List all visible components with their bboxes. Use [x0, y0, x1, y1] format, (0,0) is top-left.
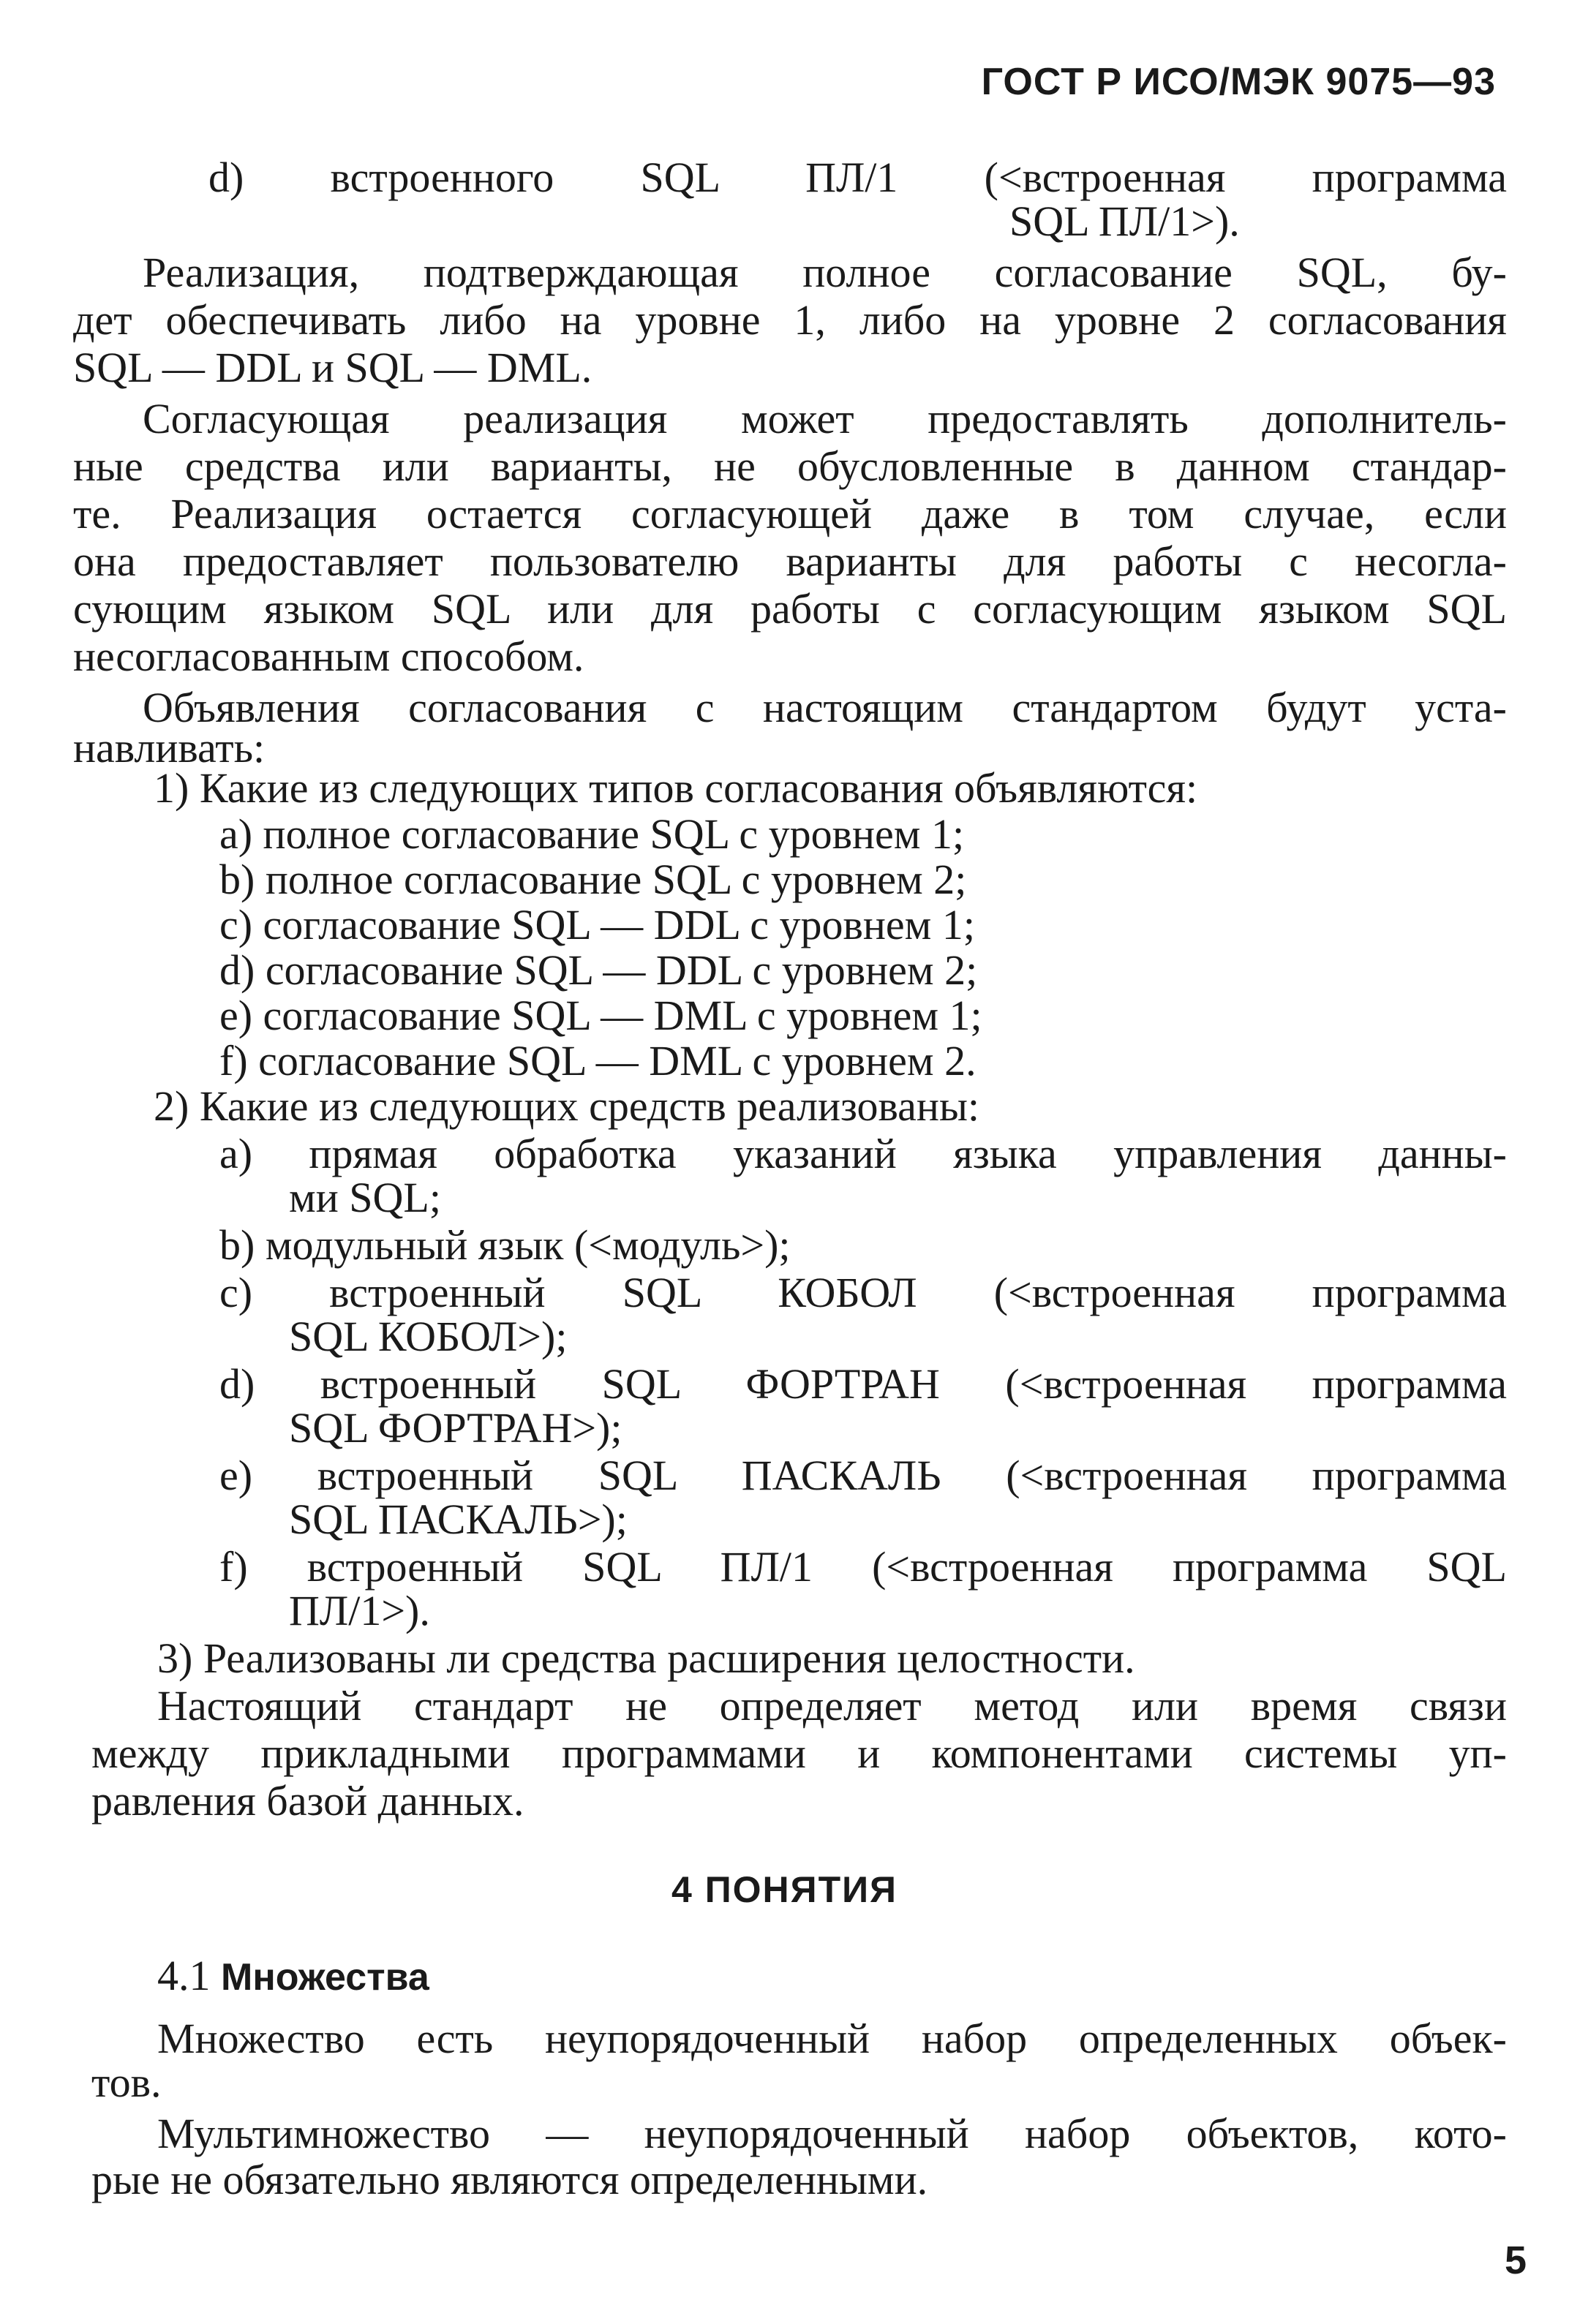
list2-item-b: b) модульный язык (<модуль>); — [219, 1221, 791, 1269]
para2-line2: ные средства или варианты, не обусловленные в данном стандар- — [73, 442, 1507, 490]
list2-item-d: d) встроенный SQL ФОРТРАН (<встроенная программа — [219, 1360, 1507, 1408]
page-number: 5 — [1504, 2238, 1527, 2282]
list1-item-b: b) полное согласование SQL с уровнем 2; — [219, 856, 967, 903]
subsection-number: 4.1 — [157, 1952, 211, 1999]
standard-header: ГОСТ Р ИСО/МЭК 9075—93 — [981, 61, 1496, 103]
para2-line5: сующим языком SQL или для работы с согласующим языком SQL — [73, 585, 1507, 633]
list2-item-e-cont: SQL ПАСКАЛЬ>); — [289, 1495, 628, 1543]
list2-item-e: e) встроенный SQL ПАСКАЛЬ (<встроенная программа — [219, 1452, 1507, 1499]
section-title: 4 ПОНЯТИЯ — [671, 1869, 898, 1910]
list2-item-f: f) встроенный SQL ПЛ/1 (<встроенная программа SQL — [219, 1543, 1507, 1591]
para2-line6: несогласованным способом. — [73, 633, 584, 680]
list3-item: 3) Реализованы ли средства расширения целостности. — [157, 1634, 1135, 1682]
list2-title: 2) Какие из следующих средств реализованы: — [154, 1082, 980, 1130]
intro-item-d-cont: SQL ПЛ/1>). — [1009, 197, 1240, 245]
subsection-title: Множества — [221, 1956, 429, 1999]
intro-item-d: d) встроенного SQL ПЛ/1 (<встроенная программа — [208, 154, 1507, 201]
list1-title: 1) Какие из следующих типов согласования объявляются: — [154, 764, 1198, 812]
list1-item-e: e) согласование SQL — DML с уровнем 1; — [219, 992, 982, 1039]
list2-item-c-cont: SQL КОБОЛ>); — [289, 1313, 568, 1360]
para1-line1: Реализация, подтверждающая полное согласование SQL, бу- — [143, 249, 1507, 296]
subsection-heading — [157, 1951, 429, 2000]
para1-line3: SQL — DDL и SQL — DML. — [73, 344, 592, 391]
list2-item-a: a) прямая обработка указаний языка управления данны- — [219, 1130, 1507, 1177]
para5-line2: тов. — [91, 2059, 162, 2106]
list2-item-a-cont: ми SQL; — [289, 1174, 441, 1221]
para4-line2: между прикладными программами и компонентами системы уп- — [91, 1729, 1507, 1777]
para2-line3: те. Реализация остается согласующей даже в том случае, если — [73, 490, 1507, 537]
para3-line2: навливать: — [73, 724, 266, 771]
list2-item-c: c) встроенный SQL КОБОЛ (<встроенная программа — [219, 1269, 1507, 1316]
para6-line1: Мультимножество — неупорядоченный набор объектов, кото- — [157, 2110, 1507, 2157]
para6-line2: рые не обязательно являются определенными. — [91, 2156, 928, 2203]
list1-item-d: d) согласование SQL — DDL с уровнем 2; — [219, 946, 978, 994]
list2-item-f-cont: ПЛ/1>). — [289, 1587, 430, 1634]
para4-line3: равления базой данных. — [91, 1777, 524, 1825]
para5-line1: Множество есть неупорядоченный набор определенных объек- — [157, 2015, 1507, 2062]
para2-line1: Согласующая реализация может предоставлять дополнитель- — [143, 395, 1507, 442]
para4-line1: Настоящий стандарт не определяет метод или время связи — [157, 1682, 1507, 1729]
para3-line1: Объявления согласования с настоящим стандартом будут уста- — [143, 684, 1507, 731]
list1-item-f: f) согласование SQL — DML с уровнем 2. — [219, 1037, 977, 1084]
list2-item-d-cont: SQL ФОРТРАН>); — [289, 1404, 622, 1452]
list1-item-c: c) согласование SQL — DDL с уровнем 1; — [219, 901, 975, 948]
para2-line4: она предоставляет пользователю варианты для работы с несогла- — [73, 537, 1507, 585]
list1-item-a: a) полное согласование SQL с уровнем 1; — [219, 810, 965, 858]
para1-line2: дет обеспечивать либо на уровне 1, либо на уровне 2 согласования — [73, 296, 1507, 344]
